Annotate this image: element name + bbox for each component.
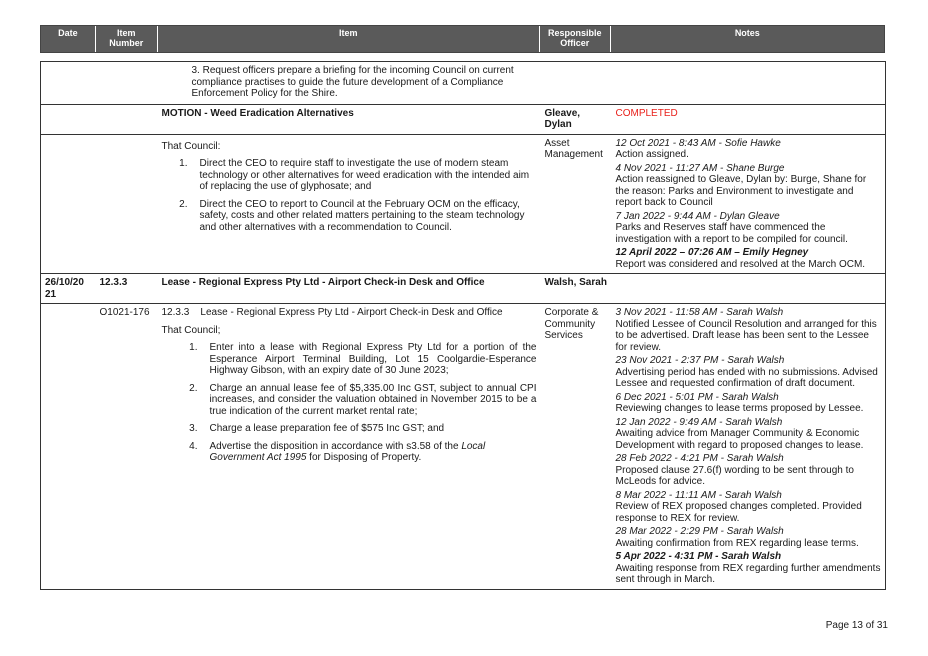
document-page bbox=[40, 25, 885, 590]
carryover-resolution-text: 3. Request officers prepare a briefing for the incoming Council on current compliance practises to guide the future development of a Compliance Enforcement Policy for the Shire. bbox=[191, 65, 514, 99]
lease-ref: O1021-176 bbox=[96, 304, 158, 590]
lease-subhead: 12.3.3 Lease - Regional Express Pty Ltd - Airport Check-in Desk and Office bbox=[161, 307, 503, 318]
list-item: 2. Direct the CEO to report to Council at the February OCM on the efficacy, safety, costs and other related matters pertaining to the steam technology and other alternatives with a recommendation to Council. bbox=[179, 198, 525, 233]
table-row bbox=[41, 134, 886, 274]
header-item: Item bbox=[158, 26, 540, 52]
list-item: 3. Charge a lease preparation fee of $575 Inc GST; and bbox=[189, 423, 445, 434]
motion-intro: That Council: bbox=[161, 140, 221, 152]
list-item: 2. Charge an annual lease fee of $5,335.00 Inc GST, subject to annual CPI increases, and consider the valuation obtained in November 2015 to be a true indication of the current market rental rate; bbox=[189, 382, 537, 417]
motion-department: Asset Management bbox=[541, 134, 612, 274]
lease-item-number: 12.3.3 bbox=[96, 274, 158, 304]
list-item: 1. Direct the CEO to require staff to investigate the use of modern steam technology or other alternatives for weed eradication with the intended aim of replacing the use of glyphosate; and bbox=[179, 158, 530, 192]
list-item: 1. Enter into a lease with Regional Express Pty Ltd for a portion of the Esperance Airport Terminal Building, Lot 15 Coolgardie-Esperance Highway Gibson, with an expiry date of 30 June 2023; bbox=[189, 342, 537, 376]
lease-officer: Walsh, Sarah bbox=[541, 274, 612, 304]
motion-notes: 12 Oct 2021 - 8:43 AM - Sofie Hawke Action assigned. 4 Nov 2021 - 11:27 AM - Shane Burge Action reassigned to Gleave, Dylan by: Burge, Shane for the reason: Parks and Environment to investigate and report back to Council 7 Jan 2022 - 9:44 AM - Dylan Gleave Parks and Reserves staff have commenced the investigation with a report to be compiled for council. 12 April 2022 – 07:26 AM – Emily Hegney Report was considered and resolved at the March OCM. bbox=[612, 134, 886, 274]
header-item-number: Item Number bbox=[96, 26, 158, 52]
page-number: Page 13 of 31 bbox=[825, 620, 888, 631]
motion-resolution-list bbox=[162, 158, 537, 233]
table-row bbox=[41, 274, 886, 304]
header-date: Date bbox=[41, 26, 96, 52]
lease-date: 26/10/20 21 bbox=[41, 274, 96, 304]
table-row bbox=[41, 104, 886, 134]
status-badge: COMPLETED bbox=[612, 104, 886, 134]
lease-intro: That Council; bbox=[161, 324, 221, 336]
lease-notes: 3 Nov 2021 - 11:58 AM - Sarah Walsh Notified Lessee of Council Resolution and arranged for this to be advertised. Draft lease has been sent to the Lessee for review. 23 Nov 2021 - 2:37 PM - Sarah Walsh Advertising period has ended with no submissions. Advised Lessee and requested confirmation of draft document. 6 Dec 2021 - 5:01 PM - Sarah Walsh Reviewing changes to lease terms proposed by Lessee. 12 Jan 2022 - 9:49 AM - Sarah Walsh Awaiting advice from Manager Community & Economic Development with regard to proposed changes to lease. 28 Feb 2022 - 4:21 PM - Sarah Walsh Proposed clause 27.6(f) wording to be sent through to McLeods for advice. 8 Mar 2022 - 11:11 AM - Sarah Walsh Review of REX proposed changes completed. Provided response to REX for review. 28 Mar 2022 - 2:29 PM - Sarah Walsh Awaiting confirmation from REX regarding lease terms. 5 Apr 2022 - 4:31 PM - Sarah Walsh Awaiting response from REX regarding further amendments sent through in March. bbox=[612, 304, 886, 590]
header-notes: Notes bbox=[734, 28, 760, 38]
lease-department: Corporate & Community Services bbox=[541, 304, 612, 590]
motion-title: MOTION - Weed Eradication Alternatives bbox=[158, 104, 541, 134]
motion-officer: Gleave, Dylan bbox=[541, 104, 612, 134]
table-row bbox=[41, 304, 886, 590]
header-responsible-officer: Responsible Officer bbox=[540, 26, 611, 52]
lease-resolution-list bbox=[162, 342, 537, 464]
table-row bbox=[41, 62, 886, 105]
table-header bbox=[40, 25, 885, 53]
actions-table bbox=[40, 61, 886, 590]
lease-title: Lease - Regional Express Pty Ltd - Airport Check-in Desk and Office bbox=[158, 274, 541, 304]
list-item: 4. Advertise the disposition in accordance with s3.58 of the Local Government Act 1995 for Disposing of Property. bbox=[189, 440, 486, 463]
